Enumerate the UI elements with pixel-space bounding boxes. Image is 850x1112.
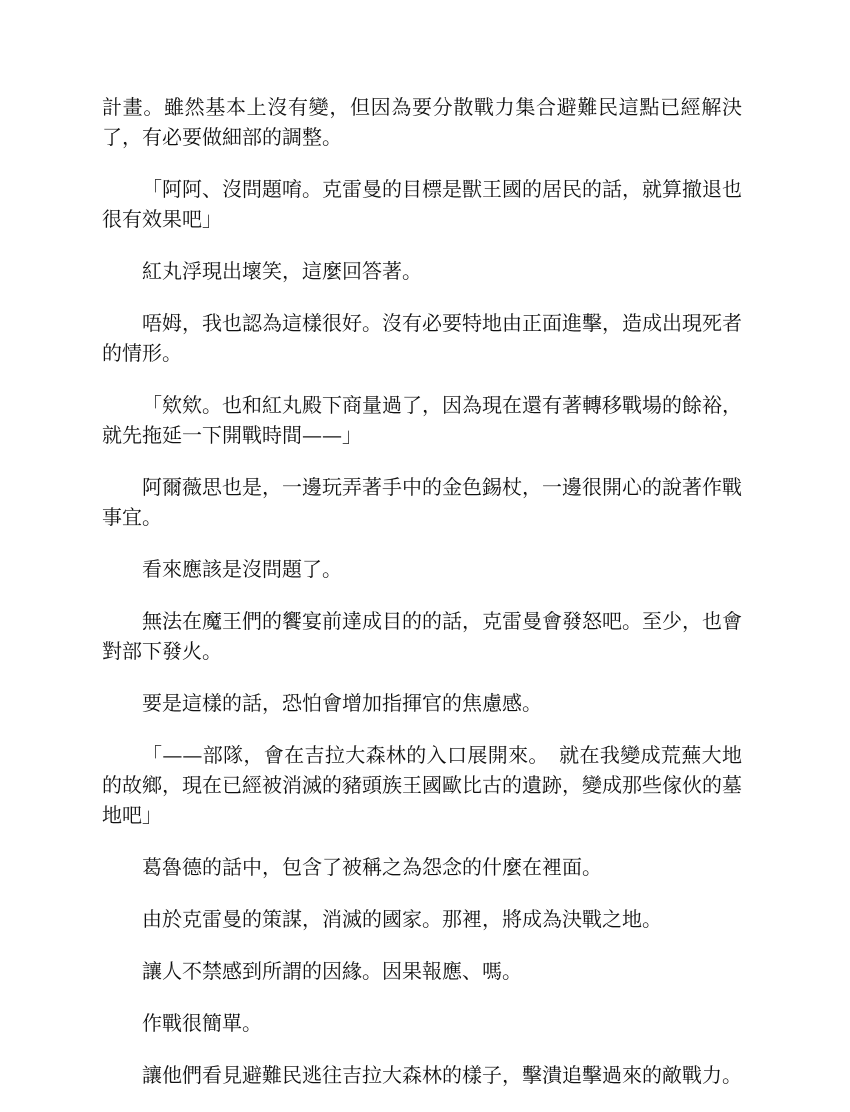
- paragraph: 要是這樣的話，恐怕會增加指揮官的焦慮感。: [142, 691, 542, 715]
- paragraph: 「欸欸。也和紅丸殿下商量過了，因為現在還有著轉移戰場的餘裕，就先拖延一下開戰時間——」: [102, 393, 742, 447]
- paragraph: 無法在魔王們的饗宴前達成目的的話，克雷曼會發怒吧。至少，也會對部下發火。: [102, 609, 742, 663]
- paragraph: 唔姆，我也認為這樣很好。沒有必要特地由正面進擊，造成出現死者的情形。: [102, 311, 742, 365]
- paragraph: 作戰很簡單。: [142, 1011, 262, 1035]
- paragraph: 由於克雷曼的策謀，消滅的國家。那裡，將成為決戰之地。: [142, 907, 662, 931]
- paragraph: 「——部隊，會在吉拉大森林的入口展開來。 就在我變成荒蕪大地的故鄉，現在已經被消滅的豬頭族王國歐比古的遺跡，變成那些傢伙的墓地吧」: [102, 743, 742, 827]
- paragraph: 計畫。雖然基本上沒有變，但因為要分散戰力集合避難民這點已經解決了，有必要做細部的調整。: [102, 95, 742, 149]
- document-body: [102, 92, 742, 1112]
- paragraph: 讓人不禁感到所謂的因緣。因果報應、嗎。: [142, 959, 522, 983]
- paragraph: 讓他們看見避難民逃往吉拉大森林的樣子，擊潰追擊過來的敵戰力。: [142, 1063, 742, 1087]
- paragraph: 阿爾薇思也是，一邊玩弄著手中的金色錫杖，一邊很開心的說著作戰事宜。: [102, 475, 742, 529]
- paragraph: 葛魯德的話中，包含了被稱之為怨念的什麼在裡面。: [142, 855, 602, 879]
- paragraph: 看來應該是沒問題了。: [142, 557, 342, 581]
- paragraph: 紅丸浮現出壞笑，這麼回答著。: [142, 259, 422, 283]
- paragraph: 「阿阿、沒問題唷。克雷曼的目標是獸王國的居民的話，就算撤退也很有效果吧」: [102, 177, 742, 231]
